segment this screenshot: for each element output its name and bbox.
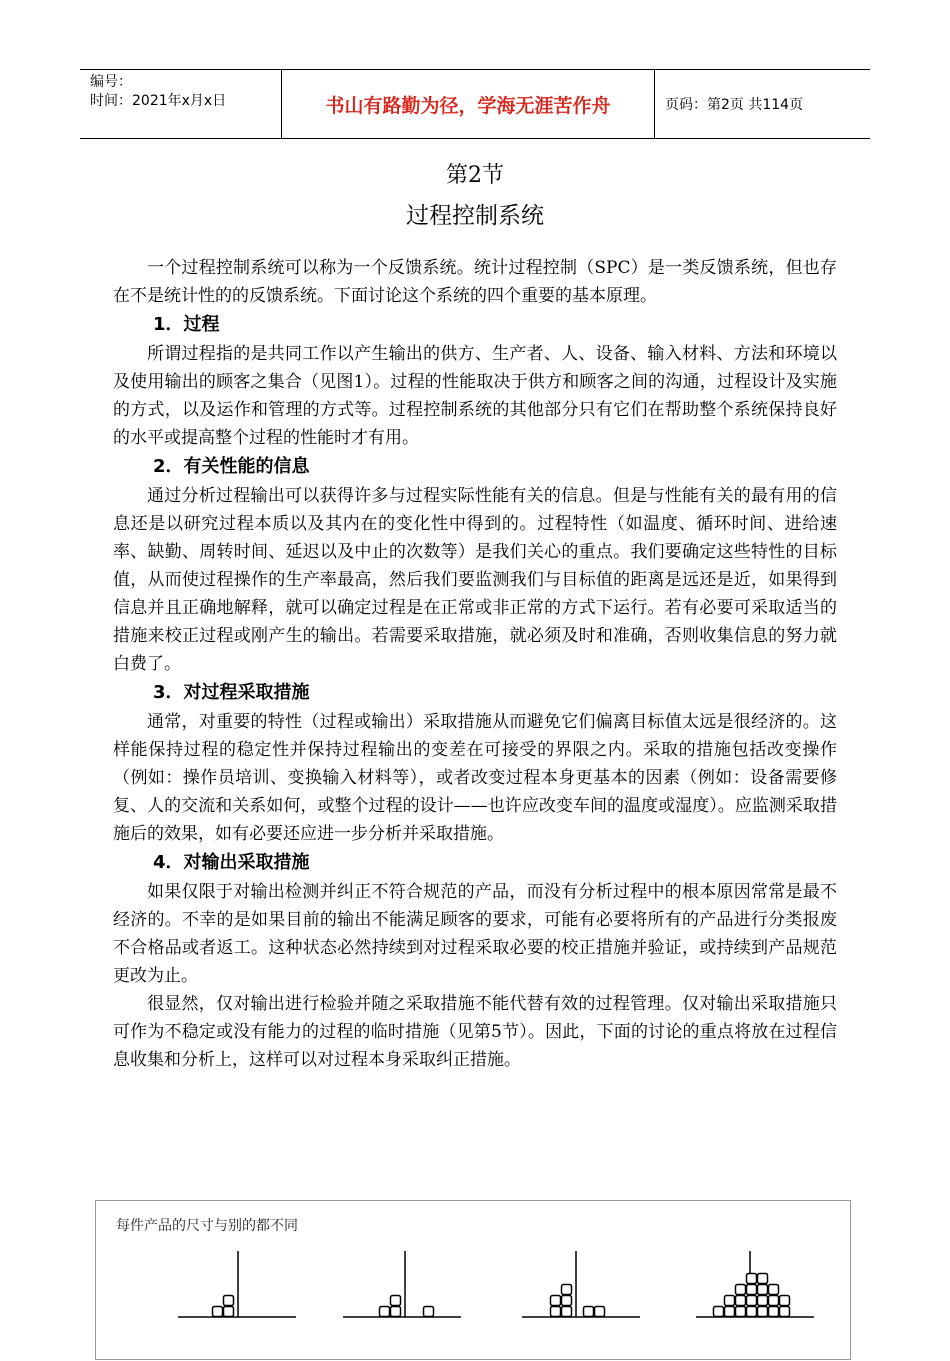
part-block bbox=[758, 1296, 768, 1306]
heading-action-on-output: 4．对输出采取措施 bbox=[153, 852, 310, 873]
part-block bbox=[758, 1285, 768, 1295]
heading-action-on-process: 3．对过程采取措施 bbox=[153, 682, 310, 703]
heading-performance-info: 2．有关性能的信息 bbox=[153, 456, 310, 477]
part-block bbox=[551, 1307, 561, 1317]
part-block bbox=[747, 1274, 757, 1284]
header-meta bbox=[80, 70, 282, 138]
part-block bbox=[391, 1296, 401, 1306]
part-block bbox=[224, 1296, 234, 1306]
header-motto: 书山有路勤为径，学海无涯苦作舟 bbox=[282, 70, 655, 138]
page-header bbox=[80, 69, 870, 139]
part-block bbox=[758, 1274, 768, 1284]
part-block bbox=[780, 1307, 790, 1317]
part-block bbox=[736, 1307, 746, 1317]
part-block bbox=[213, 1307, 223, 1317]
part-block bbox=[714, 1307, 724, 1317]
part-block bbox=[595, 1307, 605, 1317]
part-block bbox=[562, 1307, 572, 1317]
intro-paragraph: 一个过程控制系统可以称为一个反馈系统。统计过程控制（SPC）是一类反馈系统，但也存在不是统计性的的反馈系统。下面讨论这个系统的四个重要的基本原理。 bbox=[113, 258, 837, 306]
part-block bbox=[769, 1296, 779, 1306]
part-block bbox=[758, 1307, 768, 1317]
part-block bbox=[424, 1307, 434, 1317]
figure-caption: 每件产品的尺寸与别的都不同 bbox=[116, 1218, 298, 1234]
part-block bbox=[736, 1296, 746, 1306]
paragraph-process: 所谓过程指的是共同工作以产生输出的供方、生产者、人、设备、输入材料、方法和环境以及使用输出的顾客之集合（见图1）。过程的性能取决于供方和顾客之间的沟通，过程设计及实施的方式，以及运作和管理的方式等。过程控制系统的其他部分只有它们在帮助整个系统保持良好的水平或提高整个过程的性能时才有用。 bbox=[113, 344, 837, 448]
figure-1 bbox=[95, 1200, 851, 1360]
section-number: 第2节 bbox=[446, 163, 504, 188]
part-block bbox=[736, 1285, 746, 1295]
paragraph-conclusion: 很显然，仅对输出进行检验并随之采取措施不能代替有效的过程管理。仅对输出采取措施只可作为不稳定或没有能力的过程的临时措施（见第5节）。因此，下面的讨论的重点将放在过程信息收集和分析上，这样可以对过程本身采取纠正措施。 bbox=[113, 994, 837, 1070]
part-block bbox=[725, 1307, 735, 1317]
part-block bbox=[769, 1285, 779, 1295]
figure-drawing bbox=[96, 1201, 852, 1361]
part-block bbox=[747, 1285, 757, 1295]
number-label: 编号： bbox=[90, 74, 132, 90]
section-title: 过程控制系统 bbox=[406, 203, 544, 229]
part-block bbox=[562, 1296, 572, 1306]
part-block bbox=[747, 1307, 757, 1317]
heading-process: 1．过程 bbox=[153, 314, 220, 335]
part-block bbox=[584, 1307, 594, 1317]
paragraph-action-on-process: 通常，对重要的特性（过程或输出）采取措施从而避免它们偏离目标值太远是很经济的。这样能保持过程的稳定性并保持过程输出的变差在可接受的界限之内。采取的措施包括改变操作（例如：操作员培训、变换输入材料等），或者改变过程本身更基本的因素（例如：设备需要修复、人的交流和关系如何，或整个过程的设计——也许应改变车间的温度或湿度）。应监测采取措施后的效果，如有必要还应进一步分析并采取措施。 bbox=[113, 712, 837, 844]
page-info: 页码：第2页 共114页 bbox=[665, 97, 804, 113]
part-block bbox=[391, 1307, 401, 1317]
part-block bbox=[780, 1296, 790, 1306]
document-body bbox=[113, 254, 837, 1074]
date-label: 时间：2021年x月x日 bbox=[90, 93, 227, 109]
part-block bbox=[725, 1296, 735, 1306]
paragraph-performance-info: 通过分析过程输出可以获得许多与过程实际性能有关的信息。但是与性能有关的最有用的信息还是以研究过程本质以及其内在的变化性中得到的。过程特性（如温度、循环时间、进给速率、缺勤、周转时间、延迟以及中止的次数等）是我们关心的重点。我们要确定这些特性的目标值，从而使过程操作的生产率最高，然后我们要监测我们与目标值的距离是远还是近，如果得到信息并且正确地解释，就可以确定过程是在正常或非正常的方式下运行。若有必要可采取适当的措施来校正过程或刚产生的输出。若需要采取措施，就必须及时和准确，否则收集信息的努力就白费了。 bbox=[113, 486, 837, 674]
part-block bbox=[551, 1296, 561, 1306]
part-block bbox=[380, 1307, 390, 1317]
part-block bbox=[769, 1307, 779, 1317]
part-block bbox=[747, 1296, 757, 1306]
part-block bbox=[562, 1285, 572, 1295]
part-block bbox=[224, 1307, 234, 1317]
paragraph-action-on-output: 如果仅限于对输出检测并纠正不符合规范的产品，而没有分析过程中的根本原因常常是最不经济的。不幸的是如果目前的输出不能满足顾客的要求，可能有必要将所有的产品进行分类报废不合格品或者返工。这种状态必然持续到对过程采取必要的校正措施并验证，或持续到产品规范更改为止。 bbox=[113, 882, 837, 986]
